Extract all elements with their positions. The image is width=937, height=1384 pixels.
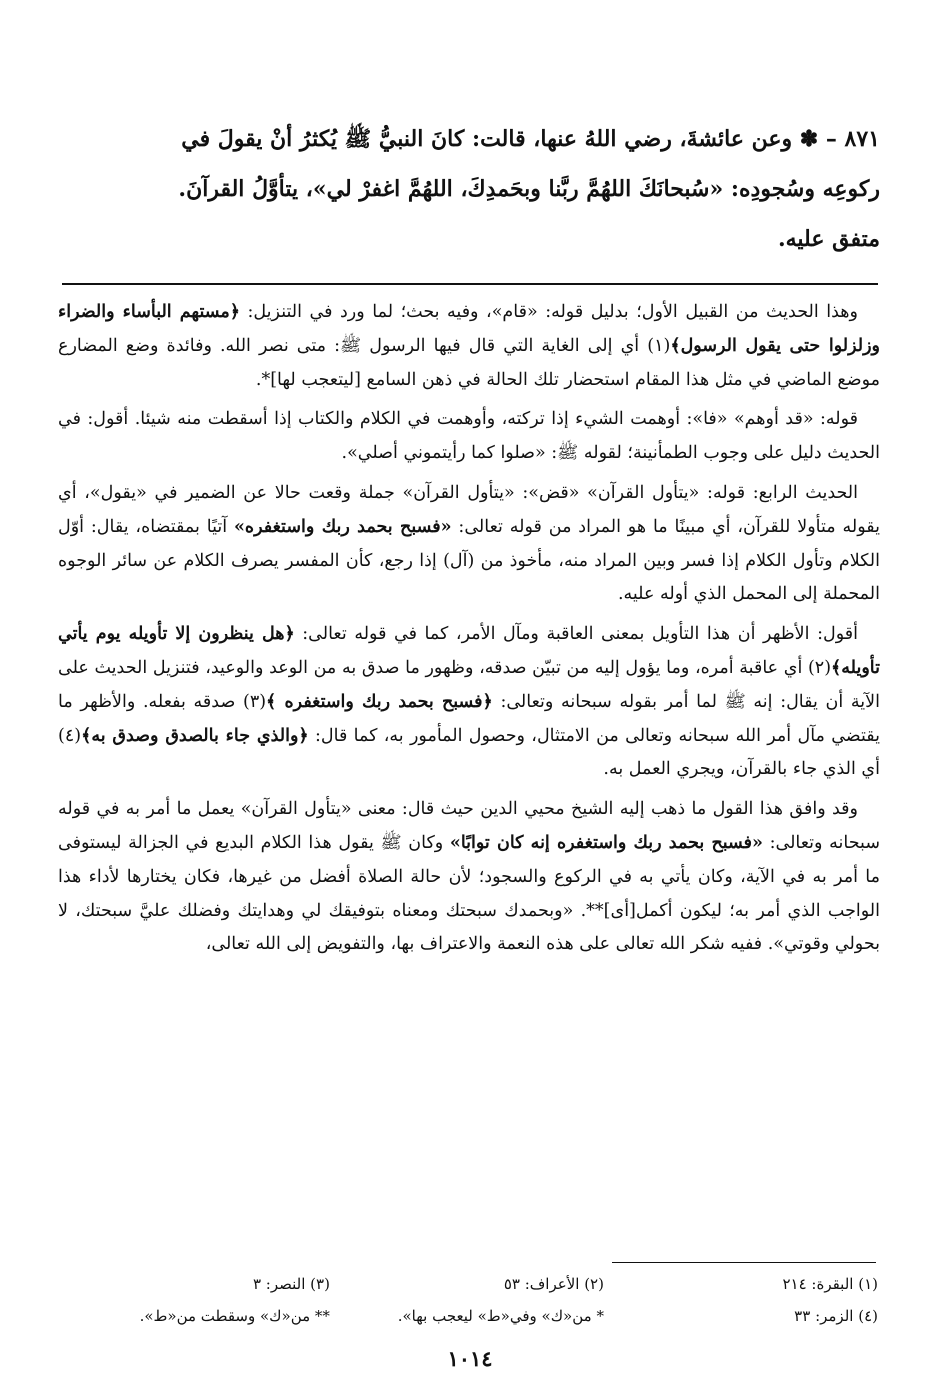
text-run: قوله: «قد أوهم» «فا»: أوهمت الشيء إذا تركته، وأوهمت في الكلام والكتاب إذا أسقطت منه شيئا. أقول: في الحديث دليل على وجوب الطمأنينة؛ لقوله ﷺ: «صلوا كما رأيتموني أصلي». xyxy=(58,409,880,464)
commentary-paragraph xyxy=(58,403,880,471)
hadith-line-3: متفق عليه. xyxy=(777,226,880,252)
footnote: (١) البقرة: ٢١٤ xyxy=(782,1275,878,1293)
text-run: الحديث الرابع: قوله: «يتأول القرآن» «قض»: «يتأول القرآن» جملة وقعت حالا عن الضمير في «يقول»، أي يقوله متأولا للقرآن، أي مبينًا ما هو المراد من قوله تعالى: xyxy=(58,482,881,537)
quoted-verse: ﴿والذي جاء بالصدق وصدق به﴾ xyxy=(81,725,309,746)
text-run: وقد وافق هذا القول ما ذهب إليه الشيخ محيي الدين حيث قال: معنى «يتأول القرآن» يعمل ما أمر به في قوله سبحانه وتعالى: xyxy=(58,799,880,853)
text-run: وهذا الحديث من القبيل الأول؛ بدليل قوله: «قام»، وفيه بحث؛ لما ورد في التنزيل: xyxy=(239,302,858,322)
commentary-paragraph xyxy=(58,618,880,787)
text-run: وكان ﷺ يقول هذا الكلام البديع في الجزالة ليستوفى ما أمر به في الآية، وكان يأتي به في الركوع والسجود؛ لأن حالة الصلاة أفضل من غيرها، فكان يختارها لأداء هذا الواجب الذي أمر به؛ ليكون أكمل[أى]**. «وبحمدك سبحتك ومعناه بتوفيقك لي وهدايتك وفضلك عليَّ سبحتك، لا بحولي وقوتي». ففيه شكر الله تعالى على هذه النعمة والاعتراف بها، والتفويض إلى الله تعالى، xyxy=(58,832,880,955)
text-run: آتيًا بمقتضاه، يقال: أوّل الكلام وتأول الكلام إذا فسر وبين المراد منه، مأخوذ من (آل) إذا رجع، كأن المفسر يصرف الكلام عن سائر الوجوه المحملة إلى المحمل الذي أوله عليه. xyxy=(58,516,880,605)
footnote-row xyxy=(60,1268,878,1300)
commentary-paragraph xyxy=(58,793,880,962)
footnote-rule xyxy=(612,1262,876,1263)
separator-rule xyxy=(62,283,878,285)
text-run: أقول: الأظهر أن هذا التأويل بمعنى العاقبة ومآل الأمر، كما في قوله تعالى: xyxy=(294,624,858,645)
text-run: (٤) أي الذي جاء بالقرآن، ويجري العمل به. xyxy=(58,725,880,780)
text-run: (٢) أي عاقبة أمره، وما يؤول إليه من تبيّن صدقه، وظهور ما صدق به من الوعد والوعيد، فتنزيل الحديث على الآية أن يقال: إنه ﷺ لما أمر بقوله سبحانه وتعالى: xyxy=(58,657,880,712)
hadith-number: ٨٧١ xyxy=(844,126,880,152)
footnote: (٤) الزمر: ٣٣ xyxy=(794,1307,878,1325)
hadith-text xyxy=(58,114,880,264)
footnote: (٣) النصر: ٣ xyxy=(252,1275,330,1293)
text-run: (١) أي إلى الغاية التي قال فيها الرسول ﷺ: متى نصر الله. وفائدة وضع المضارع موضع الماضي في مثل هذا المقام استحضار تلك الحالة في ذهن السامع [ليتعجب لها]*. xyxy=(58,335,880,390)
hadith-line-1 xyxy=(58,114,880,164)
footnote: (٢) الأعراف: ٥٣ xyxy=(503,1275,604,1293)
footnote: ** من«ك» وسقطت من«ط». xyxy=(139,1307,330,1325)
footnotes xyxy=(60,1268,878,1332)
text-run: (٣) صدقه بفعله. والأظهر ما يقتضي مآل أمر الله سبحانه وتعالى من الامتثال، وحصول المأمور به، كما قال: xyxy=(58,691,880,746)
footnote-row xyxy=(60,1300,878,1332)
commentary xyxy=(58,296,880,968)
footnote: * من«ك» وفي«ط» ليعجب بها». xyxy=(397,1307,604,1325)
page-number: ١٠١٤ xyxy=(447,1346,493,1371)
commentary-paragraph xyxy=(58,296,880,397)
hadith-line-1-text: – ✽ وعن عائشةَ، رضي اللهُ عنها، قالت: كانَ النبيُّ ﷺ يُكثرُ أنْ يقولَ في xyxy=(181,126,837,152)
quoted-verse: ﴿هل ينظرون إلا تأويله يوم يأتي تأويله﴾ xyxy=(58,624,880,678)
quoted-verse: ﴿مستهم البأساء والضراء وزلزلوا حتى يقول الرسول﴾ xyxy=(58,302,880,356)
quoted-verse: ﴿فسبح بحمد ربك واستغفره ﴾ xyxy=(266,691,493,712)
hadith-line-2: ركوعِه وسُجودِه: «سُبحانَكَ اللهُمَّ ربَّنا وبحَمدِكَ، اللهُمَّ اغفرْ لي»، يتأوَّلُ القرآنَ. xyxy=(178,176,880,202)
commentary-paragraph xyxy=(58,477,880,612)
quoted-verse: «فسبح بحمد ربك واستغفره» xyxy=(233,516,452,537)
quoted-verse: «فسبح بحمد ربك واستغفره إنه كان توابًا» xyxy=(449,832,763,853)
